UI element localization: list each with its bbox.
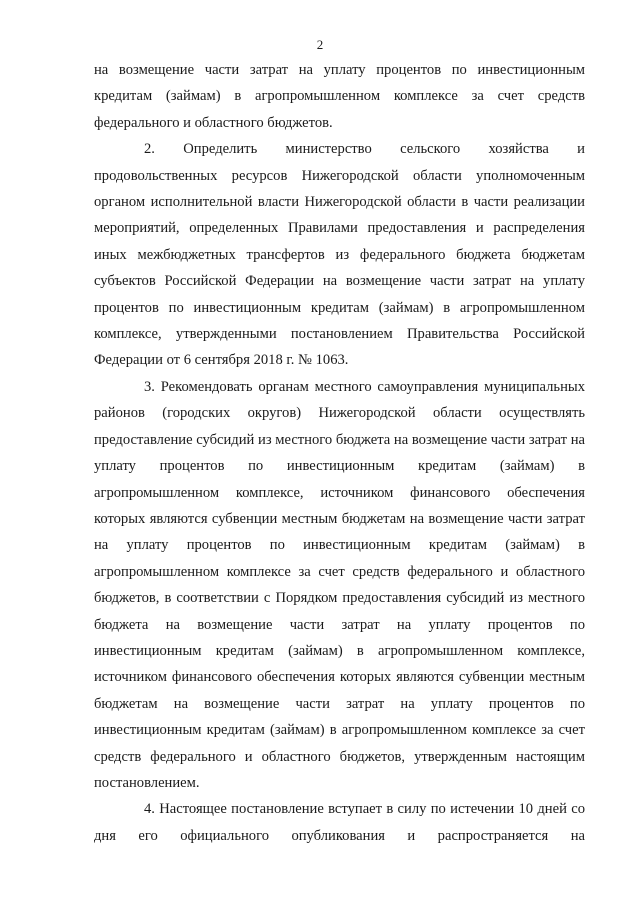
paragraph-item-3: 3. Рекомендовать органам местного самоуправления муниципальных районов (городских округов) Нижегородской области осуществлять предоставление субсидий из местного бюджета на возмещение части затрат на уплату процентов по инвестиционным кредитам (займам) в агропромышленном комплексе, источником финансового обеспечения которых являются субвенции местным бюджетам на возмещение части затрат на уплату процентов по инвестиционным кредитам (займам) в агропромышленном комплексе за счет средств федерального и областного бюджетов, в соответствии с Порядком предоставления субсидий из местного бюджета на возмещение части затрат на уплату процентов по инвестиционным кредитам (займам) в агропромышленном комплексе, источником финансового обеспечения которых являются субвенции местным бюджетам на возмещение части затрат на уплату процентов по инвестиционным кредитам (займам) в агропромышленном комплексе за счет средств федерального и областного бюджетов, утвержденным настоящим постановлением. <box>94 378 585 791</box>
paragraph-continuation: на возмещение части затрат на уплату процентов по инвестиционным кредитам (займам) в агропромышленном комплексе за счет средств федерального и областного бюджетов. <box>94 62 585 131</box>
paragraph-item-4: 4. Настоящее постановление вступает в силу по истечении 10 дней со дня его официального опубликования и распространяется на <box>94 801 585 844</box>
document-body <box>94 57 585 849</box>
page-number: 2 <box>316 37 324 52</box>
paragraph-item-2: 2. Определить министерство сельского хозяйства и продовольственных ресурсов Нижегородской области уполномоченным органом исполнительной власти Нижегородской области в части реализации мероприятий, определенных Правилами предоставления и распределения иных межбюджетных трансфертов из федерального бюджета бюджетам субъектов Российской Федерации на возмещение части затрат на уплату процентов по инвестиционным кредитам (займам) в агропромышленном комплексе, утвержденными постановлением Правительства Российской Федерации от 6 сентября 2018 г. № 1063. <box>94 141 585 369</box>
